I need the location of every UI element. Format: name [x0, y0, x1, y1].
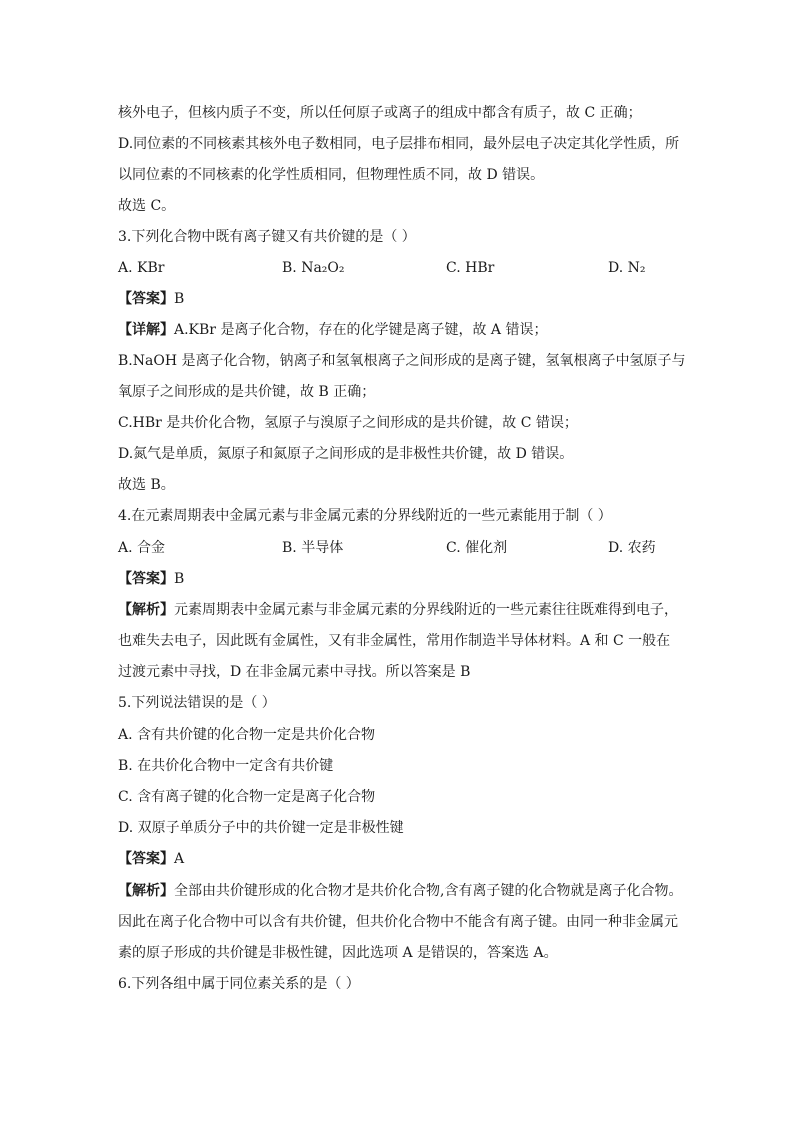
- option-a: A. 合金: [118, 540, 166, 556]
- explain-tag: 【详解】: [118, 322, 174, 338]
- explanation-line: B.NaOH 是离子化合物，钠离子和氢氧根离子之间形成的是离子键，氢氧根离子中氢原子与: [118, 353, 686, 369]
- option-b: B. Na₂O₂: [282, 260, 345, 276]
- option-b: B. 在共价化合物中一定含有共价键: [118, 758, 334, 774]
- explanation-line: 故选 B。: [118, 477, 175, 493]
- question-3-answer: [118, 290, 184, 308]
- question-4-answer: [118, 570, 184, 588]
- option-c: C. HBr: [446, 260, 495, 276]
- answer-tag: 【答案】: [118, 571, 174, 587]
- explanation-line: D.氮气是单质，氮原子和氮原子之间形成的是非极性共价键，故 D 错误。: [118, 446, 574, 462]
- option-d: D. 农药: [608, 540, 656, 556]
- explanation-line: 过渡元素中寻找，D 在非金属元素中寻找。所以答案是 B: [118, 664, 471, 680]
- explanation-line: 也难失去电子，因此既有金属性，又有非金属性，常用作制造半导体材料。A 和 C 一般在: [118, 633, 671, 649]
- text-line: 故选 C。: [118, 198, 176, 214]
- option-b: B. 半导体: [282, 540, 344, 556]
- explanation-text: 全部由共价键形成的化合物才是共价化合物,含有离子键的化合物就是离子化合物。: [174, 883, 683, 899]
- explanation-text: 元素周期表中金属元素与非金属元素的分界线附近的一些元素往往既难得到电子，: [174, 602, 678, 618]
- option-d: D. N₂: [608, 260, 646, 276]
- question-5-stem: 5.下列说法错误的是（ ）: [118, 695, 276, 711]
- option-c: C. 含有离子键的化合物一定是离子化合物: [118, 789, 376, 805]
- option-a: A. KBr: [118, 260, 165, 276]
- text-line: 以同位素的不同核素的化学性质相同，但物理性质不同，故 D 错误。: [118, 167, 545, 183]
- text-line: 核外电子，但核内质子不变，所以任何原子或离子的组成中都含有质子，故 C 正确；: [118, 105, 642, 121]
- answer-value: A: [174, 851, 185, 867]
- option-c: C. 催化剂: [446, 540, 508, 556]
- answer-value: B: [174, 571, 185, 587]
- answer-value: B: [174, 291, 185, 307]
- explanation-text: A.KBr 是离子化合物，存在的化学键是离子键，故 A 错误；: [174, 322, 548, 338]
- answer-tag: 【答案】: [118, 851, 174, 867]
- explanation-line: 氧原子之间形成的是共价键，故 B 正确；: [118, 384, 376, 400]
- question-3-explanation: [118, 321, 547, 339]
- explain-tag: 【解析】: [118, 883, 174, 899]
- explanation-line: 素的原子形成的共价键是非极性键，因此选项 A 是错误的，答案选 A。: [118, 945, 558, 961]
- question-4-stem: 4.在元素周期表中金属元素与非金属元素的分界线附近的一些元素能用于制（ ）: [118, 508, 612, 524]
- question-4-explanation: [118, 601, 678, 619]
- question-6-stem: 6.下列各组中属于同位素关系的是（ ）: [118, 976, 360, 992]
- answer-tag: 【答案】: [118, 291, 174, 307]
- text-line: D.同位素的不同核素其核外电子数相同，电子层排布相同，最外层电子决定其化学性质，所: [118, 136, 680, 152]
- explanation-line: C.HBr 是共价化合物，氢原子与溴原子之间形成的是共价键，故 C 错误；: [118, 415, 578, 431]
- explanation-line: 因此在离子化合物中可以含有共价键，但共价化合物中不能含有离子键。由同一种非金属元: [118, 914, 678, 930]
- question-5-explanation: [118, 882, 682, 900]
- question-3-stem: 3.下列化合物中既有离子键又有共价键的是（ ）: [118, 229, 416, 245]
- option-d: D. 双原子单质分子中的共价键一定是非极性键: [118, 820, 404, 836]
- question-5-answer: [118, 850, 184, 868]
- option-a: A. 含有共价键的化合物一定是共价化合物: [118, 727, 376, 743]
- explain-tag: 【解析】: [118, 602, 174, 618]
